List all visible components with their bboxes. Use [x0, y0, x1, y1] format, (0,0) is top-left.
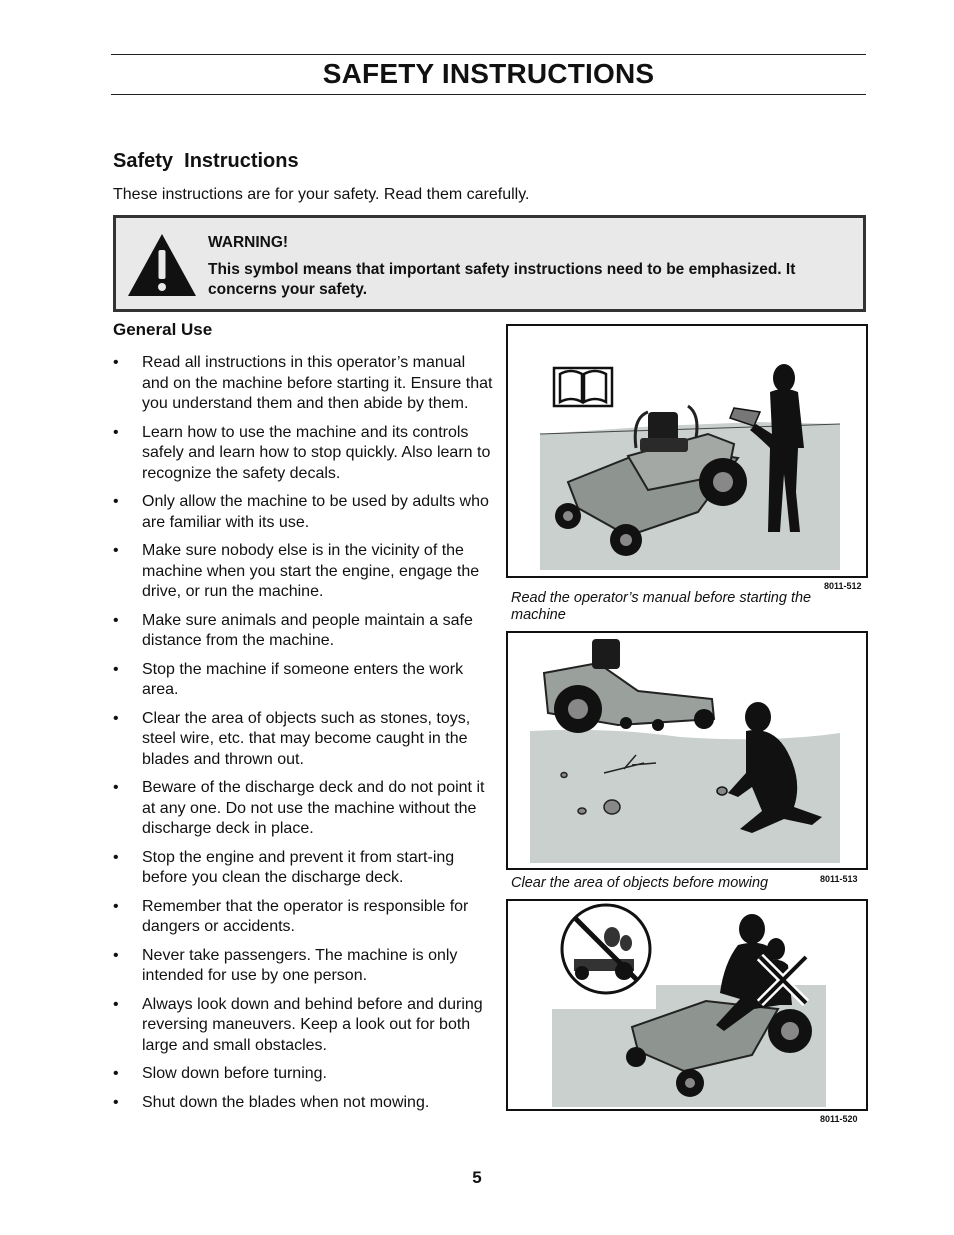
page-number: 5 — [472, 1168, 482, 1187]
list-item — [113, 611, 493, 652]
title-underline — [111, 94, 866, 95]
figure-caption: Read the operator’s manual before starting the machine — [511, 590, 812, 623]
list-item — [113, 353, 493, 415]
bullet-icon: • — [113, 1065, 119, 1083]
intro-text: These instructions are for your safety. Read them carefully. — [113, 186, 530, 203]
list-item-text: Read all instructions in this operator’s manual and on the machine before starting it. Ensure that you understand them and then abide by them. — [142, 354, 493, 413]
list-item-text: Beware of the discharge deck and do not point it at any one. Do not use the machine without the discharge deck in place. — [142, 779, 485, 838]
warning-text: This symbol means that important safety instructions need to be emphasized. It concerns your safety. — [208, 261, 796, 298]
bullet-icon: • — [113, 542, 119, 560]
list-item-text: Stop the machine if someone enters the work area. — [142, 660, 464, 699]
figure-read-manual — [506, 324, 868, 578]
list-item — [113, 423, 493, 485]
book-icon — [554, 368, 612, 406]
page-title: SAFETY INSTRUCTIONS — [322, 58, 655, 89]
list-item — [113, 778, 493, 840]
figure-code: 8011-513 — [820, 874, 858, 884]
list-item-text: Learn how to use the machine and its controls safely and learn how to stop quickly. Also learn to recognize the safety decals. — [142, 423, 491, 482]
general-use-title: General Use — [113, 320, 213, 339]
list-item — [113, 897, 493, 938]
list-item — [113, 848, 493, 889]
list-item-text: Make sure animals and people maintain a safe distance from the machine. — [142, 611, 473, 650]
bullet-icon: • — [113, 660, 119, 678]
bullet-icon: • — [113, 709, 119, 727]
list-item — [113, 1093, 493, 1114]
general-use-list — [113, 353, 493, 1121]
warning-box — [113, 215, 866, 312]
list-item-text: Remember that the operator is responsible for dangers or accidents. — [142, 897, 469, 936]
list-item — [113, 995, 493, 1057]
mower-icon — [544, 639, 714, 733]
bullet-icon: • — [113, 848, 119, 866]
bullet-icon: • — [113, 897, 119, 915]
list-item — [113, 660, 493, 701]
list-item-text: Slow down before turning. — [142, 1065, 327, 1083]
figure-code: 8011-520 — [820, 1114, 858, 1124]
clear-objects-illustration — [508, 633, 866, 868]
warning-triangle-icon — [126, 232, 198, 298]
bullet-icon: • — [113, 493, 119, 511]
top-rule — [111, 54, 866, 55]
list-item-text: Always look down and behind before and during reversing maneuvers. Keep a look out for both large and small obstacles. — [142, 995, 483, 1054]
bullet-icon: • — [113, 354, 119, 371]
bullet-icon: • — [113, 611, 119, 629]
list-item-text: Never take passengers. The machine is only intended for use by one person. — [142, 946, 458, 985]
no-passengers-illustration — [508, 901, 866, 1109]
no-passengers-sign-icon — [562, 905, 650, 993]
bullet-icon: • — [113, 946, 119, 964]
list-item-text: Clear the area of objects such as stones, toys, steel wire, etc. that may become caught in the blades and thrown out. — [142, 709, 471, 768]
list-item — [113, 1064, 493, 1085]
list-item-text: Shut down the blades when not mowing. — [142, 1093, 430, 1111]
figure-no-passengers — [506, 899, 868, 1111]
list-item — [113, 709, 493, 771]
warning-heading: WARNING! — [208, 234, 289, 251]
figure-clear-objects — [506, 631, 868, 870]
list-item — [113, 541, 493, 603]
list-item-text: Only allow the machine to be used by adults who are familiar with its use. — [142, 493, 489, 531]
section-title: Safety Instructions — [113, 150, 299, 172]
list-item — [113, 946, 493, 987]
bullet-icon: • — [113, 1093, 119, 1111]
bullet-icon: • — [113, 995, 119, 1013]
figure-code: 8011-512 — [824, 581, 862, 591]
bullet-icon: • — [113, 423, 119, 441]
figure-caption: Clear the area of objects before mowing — [511, 875, 769, 891]
list-item-text: Make sure nobody else is in the vicinity of the machine when you start the engine, engage the drive, or run the machine. — [142, 542, 480, 601]
list-item — [113, 492, 493, 533]
mower-and-manual-illustration — [508, 326, 866, 576]
bullet-icon: • — [113, 779, 119, 797]
list-item-text: Stop the engine and prevent it from start-ing before you clean the discharge deck. — [142, 848, 455, 887]
